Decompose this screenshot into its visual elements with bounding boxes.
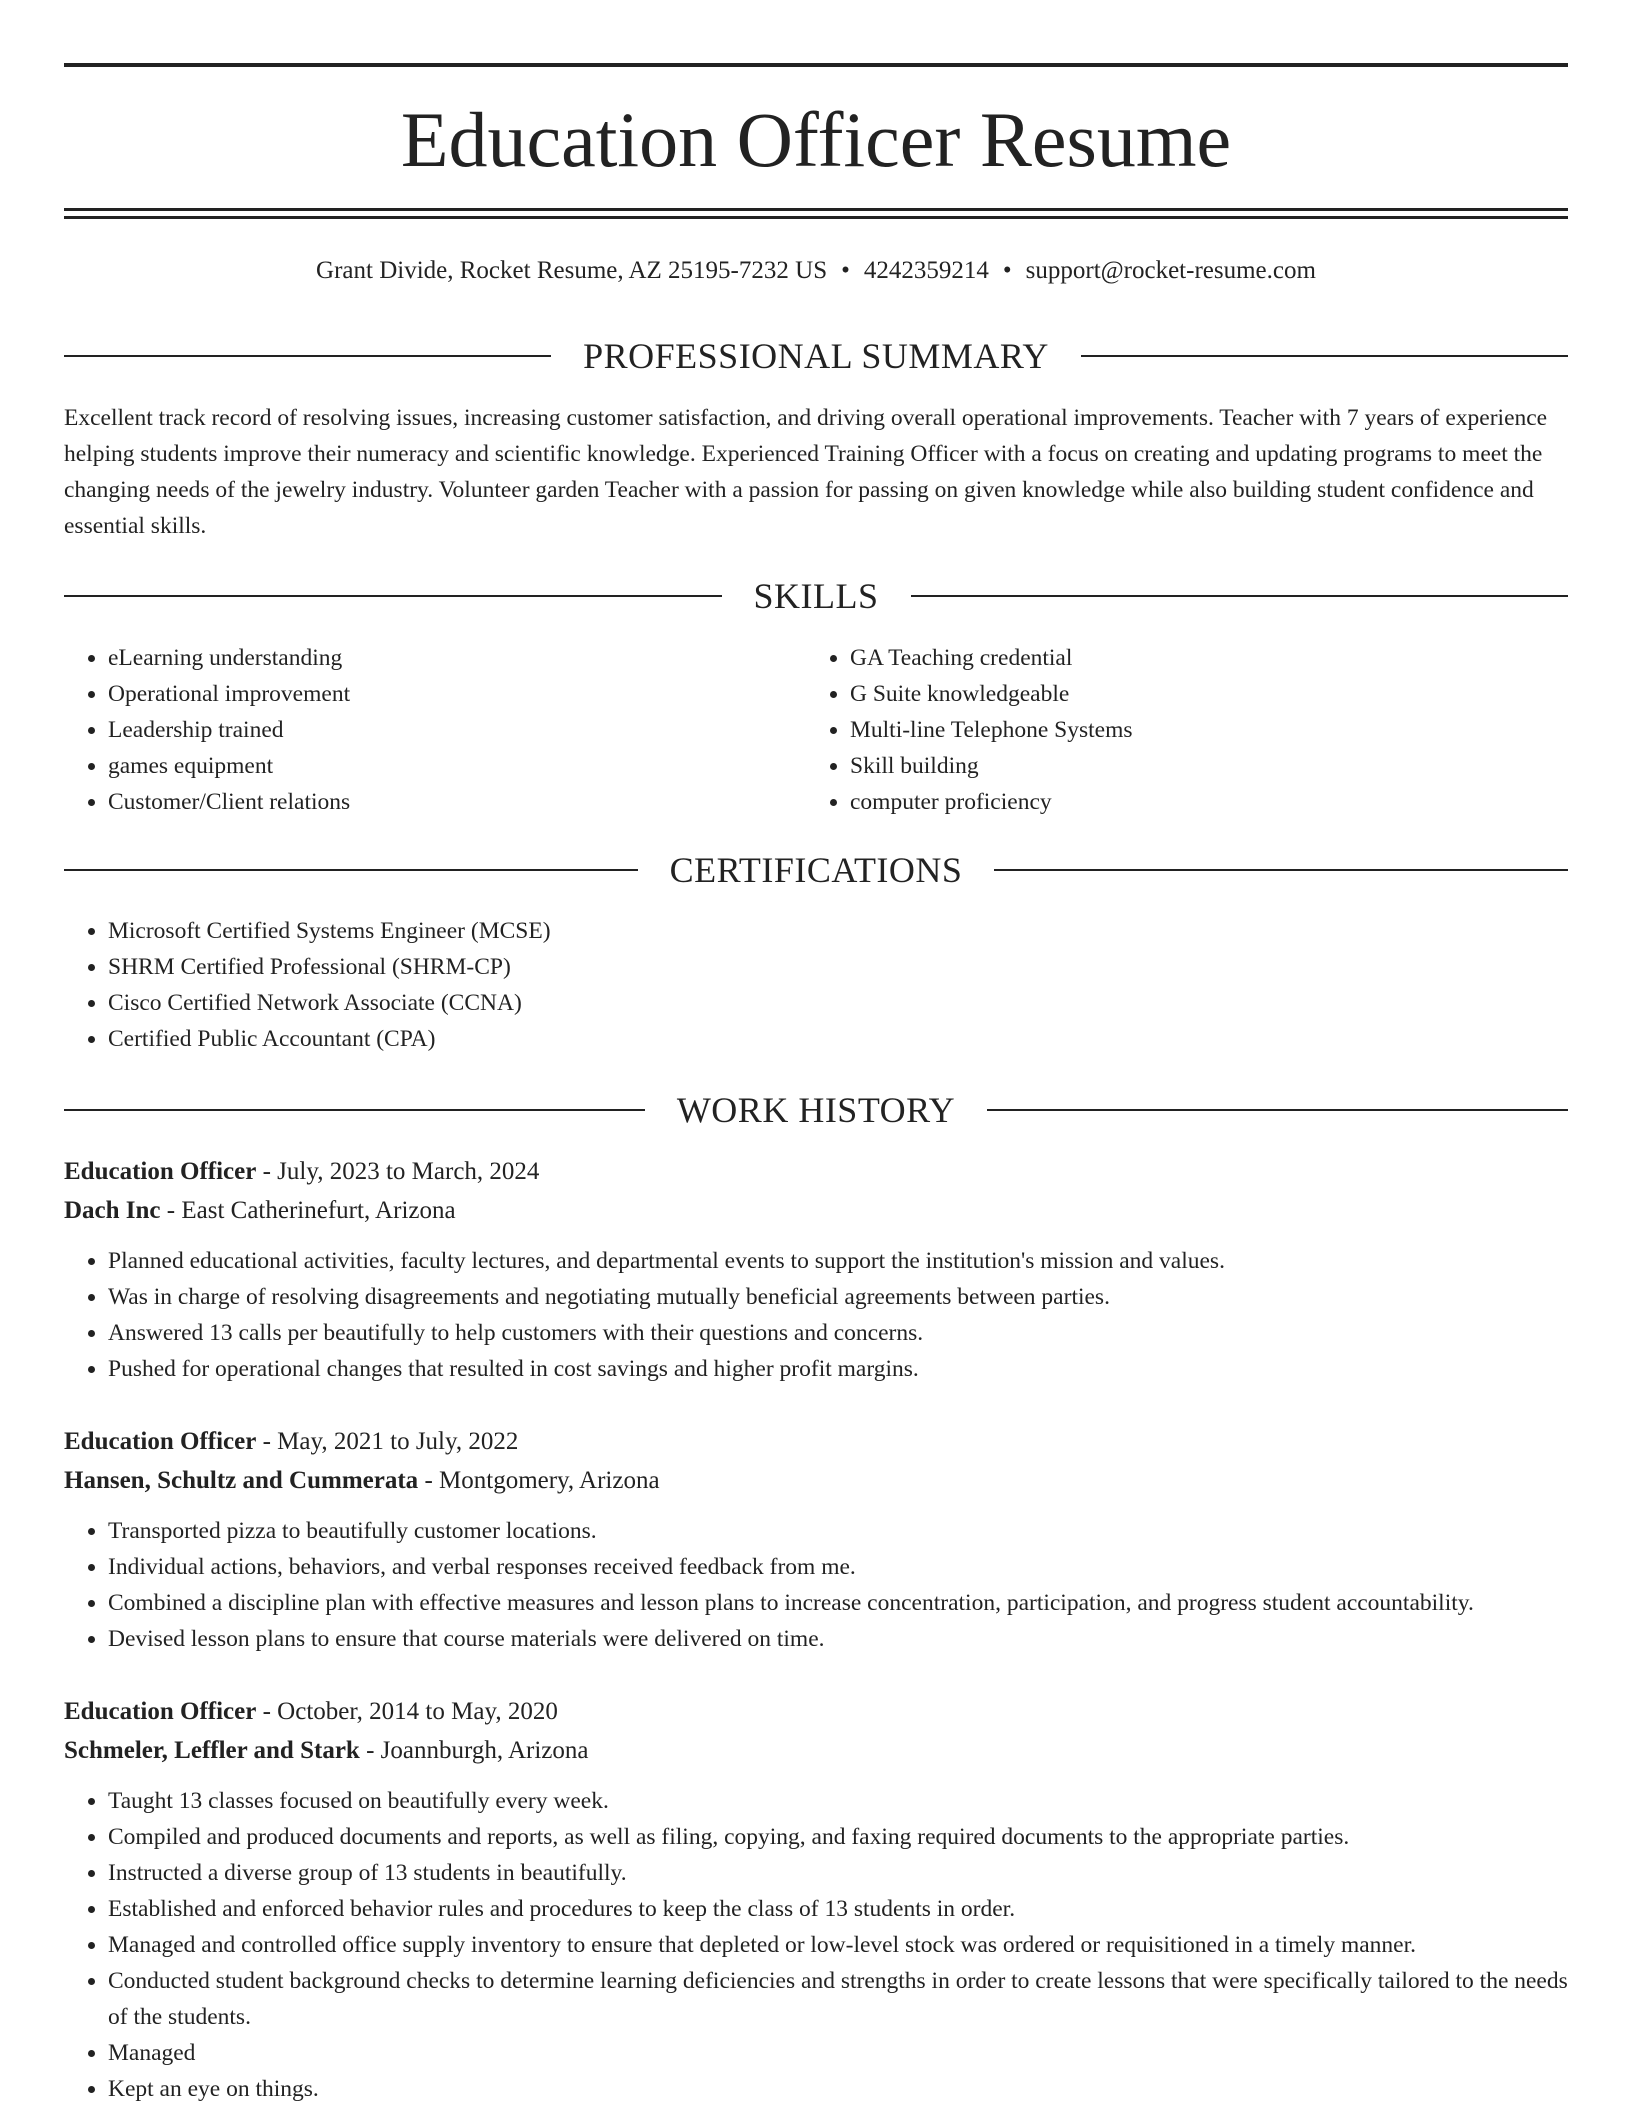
contact-address: Grant Divide, Rocket Resume, AZ 25195-7232 US	[316, 257, 828, 284]
job-bullet: • Planned educational activities, faculty lectures, and departmental events to support the institution's mission and values.	[108, 1243, 1568, 1279]
summary-text: Excellent track record of resolving issues, increasing customer satisfaction, and driving overall operational improvements. Teacher with 7 years of experience helping students improve their numeracy and scientific knowledge. Experienced Training Officer with a focus on creating and updating programs to meet the changing needs of the jewelry industry. Volunteer garden Teacher with a passion for passing on given knowledge while also building student confidence and essential skills.	[64, 405, 1548, 539]
certifications-list	[64, 913, 1464, 1057]
job-bullet: • Kept an eye on things.	[108, 2071, 1568, 2107]
title-rule-upper	[64, 208, 1568, 211]
job-title: Education Officer	[64, 1698, 257, 1725]
contact-email: support@rocket-resume.com	[1025, 257, 1316, 284]
job-location: - East Catherinefurt, Arizona	[160, 1197, 456, 1224]
job-bullet: • Combined a discipline plan with effective measures and lesson plans to increase concentration, participation, and progress student accountability.	[108, 1585, 1568, 1621]
job-bullet: • Instructed a diverse group of 13 students in beautifully.	[108, 1855, 1568, 1891]
heading-rule	[1081, 355, 1568, 357]
job-bullet: • Taught 13 classes focused on beautifully every week.	[108, 1783, 1568, 1819]
certification-item: • Certified Public Accountant (CPA)	[108, 1021, 1464, 1057]
job-bullet: • Devised lesson plans to ensure that course materials were delivered on time.	[108, 1621, 1568, 1657]
section-title: CERTIFICATIONS	[669, 850, 963, 890]
job-title: Education Officer	[64, 1158, 257, 1185]
heading-rule	[994, 869, 1568, 871]
skill-item: • Leadership trained	[108, 712, 764, 748]
skill-item: • Multi-line Telephone Systems	[850, 712, 1506, 748]
top-rule	[64, 63, 1568, 67]
contact-separator: •	[1002, 257, 1012, 284]
job-bullet: • Compiled and produced documents and reports, as well as filing, copying, and faxing required documents to the appropriate parties.	[108, 1819, 1568, 1855]
skill-item: • G Suite knowledgeable	[850, 676, 1506, 712]
job-bullet: • Established and enforced behavior rules and procedures to keep the class of 13 students in order.	[108, 1891, 1568, 1927]
job-title: Education Officer	[64, 1428, 257, 1455]
job-dates: - October, 2014 to May, 2020	[256, 1698, 558, 1725]
heading-rule	[64, 355, 551, 357]
section-heading-work-history	[64, 1088, 1568, 1132]
job-bullet: • Conducted student background checks to determine learning deficiencies and strengths in order to create lessons that were specifically tailored to the needs of the students.	[108, 1963, 1568, 2035]
job-company: Dach Inc	[64, 1197, 161, 1224]
section-title: SKILLS	[753, 576, 879, 616]
job-dates: - July, 2023 to March, 2024	[256, 1158, 540, 1185]
skill-item: • Skill building	[850, 748, 1506, 784]
section-heading-certifications	[64, 848, 1568, 892]
certification-item: • Microsoft Certified Systems Engineer (MCSE)	[108, 913, 1464, 949]
contact-phone: 4242359214	[863, 257, 989, 284]
heading-rule	[987, 1109, 1568, 1111]
skill-item: • Operational improvement	[108, 676, 764, 712]
section-title: PROFESSIONAL SUMMARY	[583, 336, 1049, 376]
skill-item: • computer proficiency	[850, 784, 1506, 820]
job-title-line	[64, 1424, 1568, 1460]
job-bullet: • Answered 13 calls per beautifully to help customers with their questions and concerns.	[108, 1315, 1568, 1351]
contact-line	[64, 254, 1568, 288]
job-company: Schmeler, Leffler and Stark	[64, 1737, 360, 1764]
skill-item: • Customer/Client relations	[108, 784, 764, 820]
job-title-line	[64, 1694, 1568, 1730]
section-heading-skills	[64, 574, 1568, 618]
job-bullet: • Transported pizza to beautifully customer locations.	[108, 1513, 1568, 1549]
job-entry	[64, 1154, 1568, 1387]
job-location: - Joannburgh, Arizona	[359, 1737, 589, 1764]
job-company: Hansen, Schultz and Cummerata	[64, 1467, 419, 1494]
skills-list-right	[806, 640, 1506, 820]
job-bullet: • Pushed for operational changes that resulted in cost savings and higher profit margins.	[108, 1351, 1568, 1387]
job-company-line	[64, 1733, 1568, 1769]
job-dates: - May, 2021 to July, 2022	[256, 1428, 519, 1455]
job-entry	[64, 1424, 1568, 1657]
resume-title: Education Officer Resume	[400, 96, 1232, 183]
certification-item: • Cisco Certified Network Associate (CCNA)	[108, 985, 1464, 1021]
title-rule-lower	[64, 216, 1568, 219]
job-bullet: • Individual actions, behaviors, and verbal responses received feedback from me.	[108, 1549, 1568, 1585]
skill-item: • games equipment	[108, 748, 764, 784]
contact-separator: •	[841, 257, 850, 284]
heading-rule	[64, 1109, 645, 1111]
job-company-line	[64, 1193, 1568, 1229]
section-title: WORK HISTORY	[676, 1090, 956, 1130]
skill-item: • GA Teaching credential	[850, 640, 1506, 676]
heading-rule	[64, 595, 722, 597]
skill-item: • eLearning understanding	[108, 640, 764, 676]
skills-list-left	[64, 640, 764, 820]
section-heading-summary	[64, 334, 1568, 378]
heading-rule	[64, 869, 638, 871]
job-company-line	[64, 1463, 1568, 1499]
heading-rule	[911, 595, 1569, 597]
job-bullet: • Managed and controlled office supply inventory to ensure that depleted or low-level stock was ordered or requisitioned in a timely manner.	[108, 1927, 1568, 1963]
job-bullet: • Was in charge of resolving disagreements and negotiating mutually beneficial agreements between parties.	[108, 1279, 1568, 1315]
job-location: - Montgomery, Arizona	[418, 1467, 660, 1494]
job-bullet: • Managed	[108, 2035, 1568, 2071]
job-title-line	[64, 1154, 1568, 1190]
job-entry	[64, 1694, 1568, 2107]
certification-item: • SHRM Certified Professional (SHRM-CP)	[108, 949, 1464, 985]
